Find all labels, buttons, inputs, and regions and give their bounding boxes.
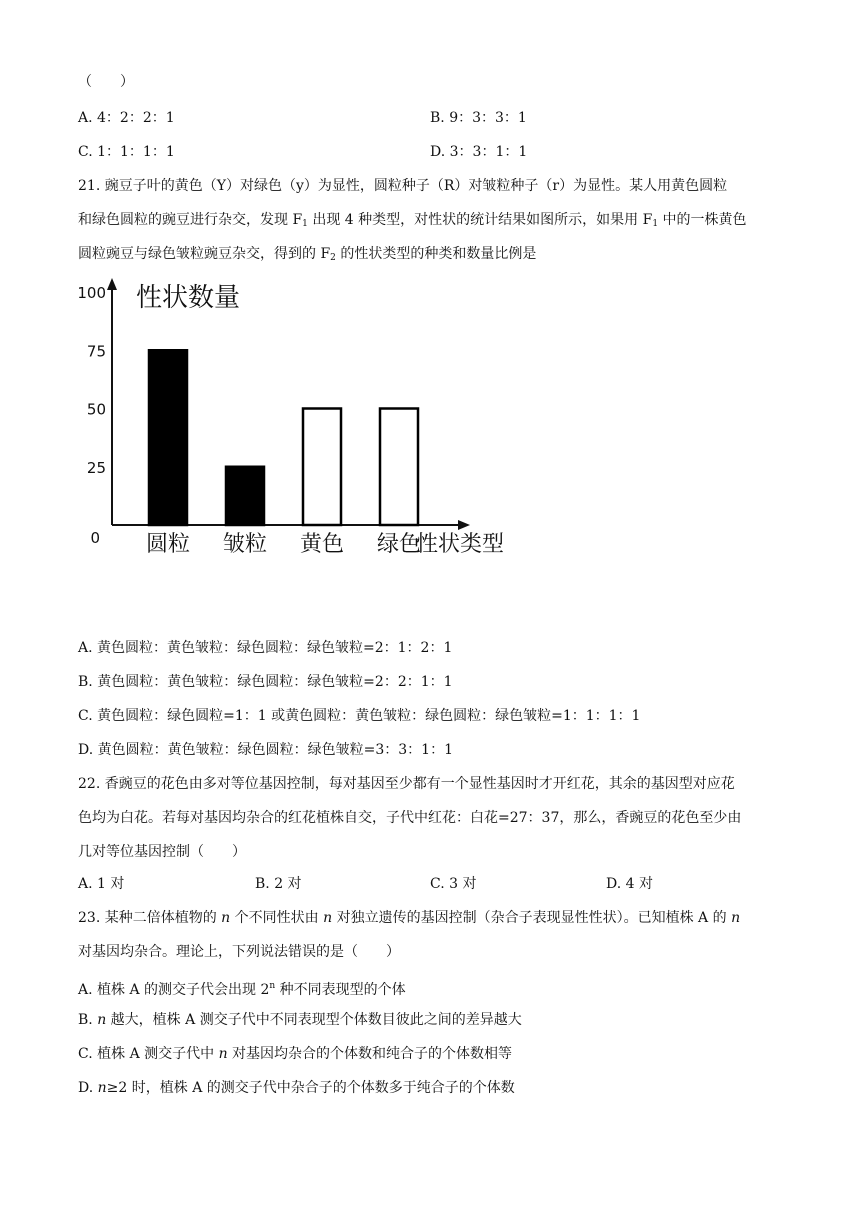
x-category-label: 绿色 <box>376 532 422 557</box>
q22-option-a: A. 1 对 <box>78 876 125 892</box>
x-category-label: 皱粒 <box>222 532 268 557</box>
bar <box>226 467 264 525</box>
q20-option-c: C. 1：1：1：1 <box>78 144 175 160</box>
x-category-labels <box>146 532 421 557</box>
bars <box>149 350 418 525</box>
q23-stem-line2: 对基因均杂合。理论上，下列说法错误的是（ ） <box>78 944 400 960</box>
q20-option-d: D. 3：3：1：1 <box>430 144 528 160</box>
x-axis-title: 性状类型 <box>416 532 505 557</box>
q22-stem-line2: 色均为白花。若每对基因均杂合的红花植株自交，子代中红花：白花=27：37，那么，香豌豆的花色至少由 <box>78 810 742 826</box>
q21-option-c: C. 黄色圆粒：绿色圆粒=1：1 或黄色圆粒：黄色皱粒：绿色圆粒：绿色皱粒=1：1：1：1 <box>78 708 641 724</box>
q22-option-d: D. 4 对 <box>606 876 653 892</box>
trait-count-bar-chart <box>70 270 510 570</box>
y-tick-label: 0 <box>90 529 100 547</box>
q21-option-b: B. 黄色圆粒：黄色皱粒：绿色圆粒：绿色皱粒=2：2：1：1 <box>78 674 453 690</box>
q22-stem-line3: 几对等位基因控制（ ） <box>78 844 246 860</box>
y-tick-labels <box>77 284 106 547</box>
bar <box>380 409 418 526</box>
q21-stem-line3: 圆粒豌豆与绿色皱粒豌豆杂交，得到的 $F_2$ 的性状类型的种类和数量比例是 <box>78 246 537 263</box>
q23-option-d: D. n≥2 时，植株 A 的测交子代中杂合子的个体数多于纯合子的个体数 <box>78 1080 515 1096</box>
q20-option-b: B. 9：3：3：1 <box>430 110 527 126</box>
q20-option-a: A. 4：2：2：1 <box>78 110 175 126</box>
bar <box>149 350 187 525</box>
q21-option-a: A. 黄色圆粒：黄色皱粒：绿色圆粒：绿色皱粒=2：1：2：1 <box>78 640 453 656</box>
x-category-label: 黄色 <box>299 532 345 557</box>
q23-option-a: A. 植株 A 的测交子代会出现 2$^n$ 种不同表现型的个体 <box>78 981 406 998</box>
q21-option-d: D. 黄色圆粒：黄色皱粒：绿色圆粒：绿色皱粒=3：3：1：1 <box>78 742 453 758</box>
bar <box>303 409 341 526</box>
q22-option-b: B. 2 对 <box>255 876 302 892</box>
q23-stem-line1: 23. 某种二倍体植物的 n 个不同性状由 n 对独立遗传的基因控制（杂合子表现显性性状）。已知植株 A 的 n <box>78 910 741 926</box>
y-tick-label: 25 <box>86 458 106 477</box>
q22-stem-line1: 22. 香豌豆的花色由多对等位基因控制，每对基因至少都有一个显性基因时才开红花，其余的基因型对应花 <box>78 776 735 792</box>
y-tick-label: 50 <box>86 400 106 419</box>
q21-stem-line2: 和绿色圆粒的豌豆进行杂交，发现 $F_1$ 出现 4 种类型，对性状的统计结果如图所示，如果用 $F_1$ 中的一株黄色 <box>78 212 747 229</box>
q23-option-b: B. n 越大，植株 A 测交子代中不同表现型个体数目彼此之间的差异越大 <box>78 1012 522 1028</box>
chart-title: 性状数量 <box>136 283 241 313</box>
q21-stem-line1: 21. 豌豆子叶的黄色（Y）对绿色（y）为显性，圆粒种子（R）对皱粒种子（r）为显性。某人用黄色圆粒 <box>78 178 728 194</box>
x-category-label: 圆粒 <box>145 532 191 557</box>
y-axis-arrow <box>107 278 117 290</box>
y-tick-label: 100 <box>77 284 106 302</box>
q20-answer-bracket: （ ） <box>78 74 134 90</box>
y-tick-label: 75 <box>86 342 106 361</box>
x-axis-arrow <box>458 520 470 530</box>
q23-option-c: C. 植株 A 测交子代中 n 对基因均杂合的个体数和纯合子的个体数相等 <box>78 1046 513 1062</box>
q22-option-c: C. 3 对 <box>430 876 477 892</box>
